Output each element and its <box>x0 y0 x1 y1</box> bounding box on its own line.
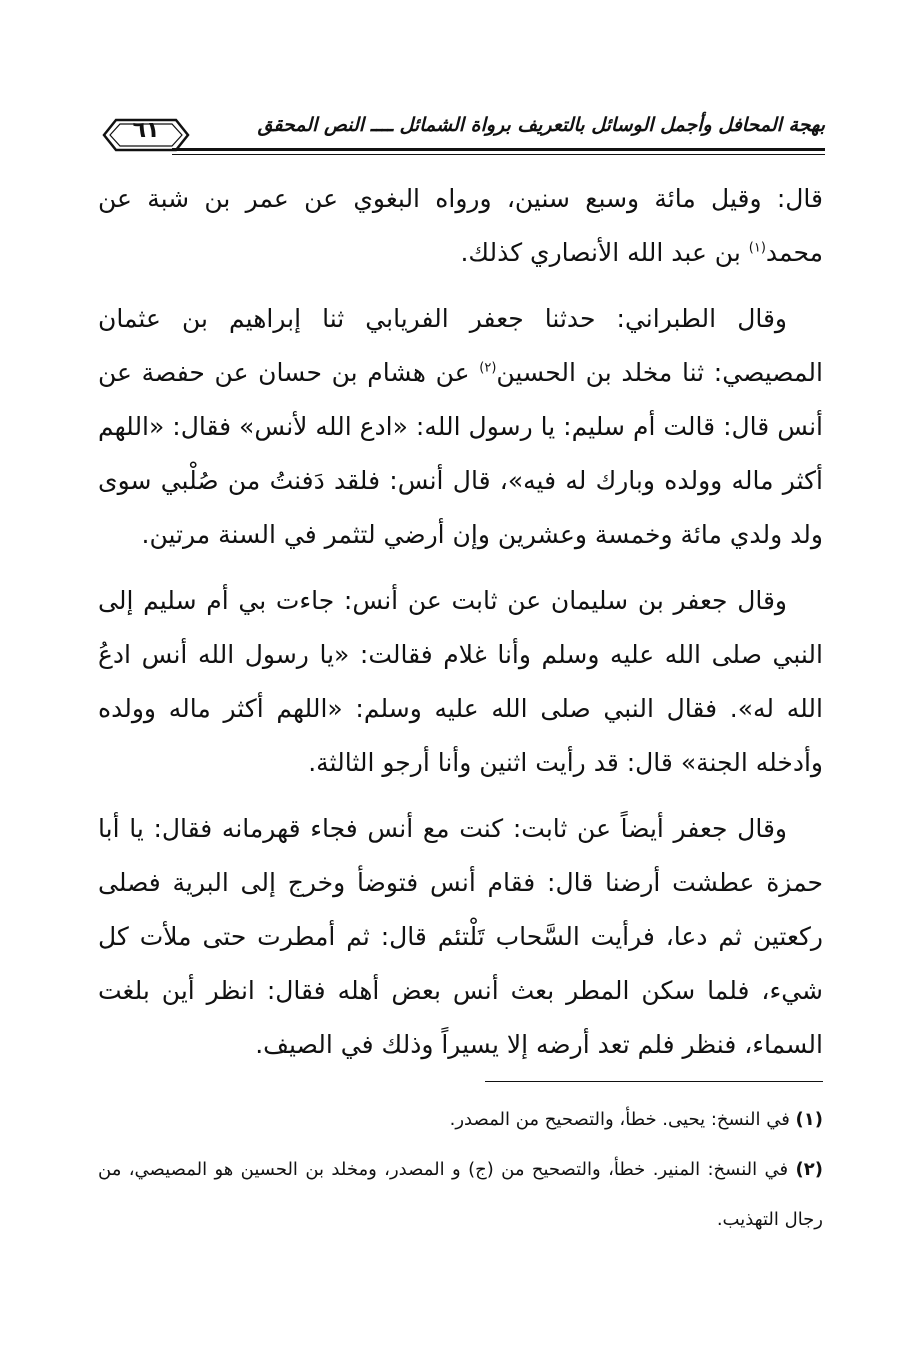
header-rule-thin <box>172 154 825 155</box>
footnote-marker: (١) <box>748 240 766 256</box>
paragraph-text: وقال جعفر أيضاً عن ثابت: كنت مع أنس فجاء قهرمانه فقال: يا أبا حمزة عطشت أرضنا قال: فقام أنس فتوضأ وخرج إلى البرية فصلى ركعتين ثم دعا، فرأيت السَّحاب تَلْتئم قال: ثم أمطرت حتى ملأت كل شيء، فلما سكن المطر بعث أنس بعض أهله فقال: انظر أين بلغت السماء، فنظر فلم تعد أرضه إلا يسيراً وذلك في الصيف. <box>98 814 823 1059</box>
paragraph <box>98 292 823 562</box>
footnote-text: في النسخ: المنير. خطأ، والتصحيح من (ج) و المصدر، ومخلد بن الحسين هو المصيصي، من رجال التهذيب. <box>98 1159 823 1230</box>
paragraph-text: وقال جعفر بن سليمان عن ثابت عن أنس: جاءت بي أم سليم إلى النبي صلى الله عليه وسلم وأنا غلام فقالت: «يا رسول الله أنس ادعُ الله له». فقال النبي صلى الله عليه وسلم: «اللهم أكثر ماله وولده وأدخله الجنة» قال: قد رأيت اثنين وأنا أرجو الثالثة. <box>98 586 823 777</box>
paragraph-text: قال: وقيل مائة وسبع سنين، ورواه البغوي عن عمر بن شبة عن محمد <box>98 184 823 267</box>
paragraph-text: وقال الطبراني: حدثنا جعفر الفريابي ثنا إبراهيم بن عثمان المصيصي: ثنا مخلد بن الحسين <box>98 304 823 387</box>
page-number-badge <box>100 114 192 156</box>
paragraph <box>98 802 823 1072</box>
footnotes <box>98 1095 823 1245</box>
footnote-item <box>98 1095 823 1145</box>
header-rule-thick <box>172 148 825 151</box>
footnote-text: في النسخ: يحيى. خطأ، والتصحيح من المصدر. <box>449 1109 796 1130</box>
running-header <box>100 108 825 158</box>
paragraph-text: بن عبد الله الأنصاري كذلك. <box>460 238 749 267</box>
running-header-title: بهجة المحافل وأجمل الوسائل بالتعريف برواة الشمائل ــــ النص المحقق <box>257 114 825 136</box>
footnote-separator <box>485 1081 823 1082</box>
page-number: ٦١ <box>132 118 160 143</box>
footnote-number: (٢) <box>795 1159 823 1180</box>
footnote-item <box>98 1145 823 1245</box>
footnote-marker: (٢) <box>479 360 497 376</box>
main-text <box>98 172 823 1084</box>
paragraph-text: عن هشام بن حسان عن حفصة عن أنس قال: قالت أم سليم: يا رسول الله: «ادع الله لأنس» فقال: «اللهم أكثر ماله وولده وبارك له فيه»، قال أنس: فلقد دَفنتُ من صُلْبي سوى ولد ولدي مائة وخمسة وعشرين وإن أرضي لتثمر في السنة مرتين. <box>98 358 823 549</box>
paragraph <box>98 172 823 280</box>
paragraph <box>98 574 823 790</box>
footnote-number: (١) <box>795 1109 823 1130</box>
